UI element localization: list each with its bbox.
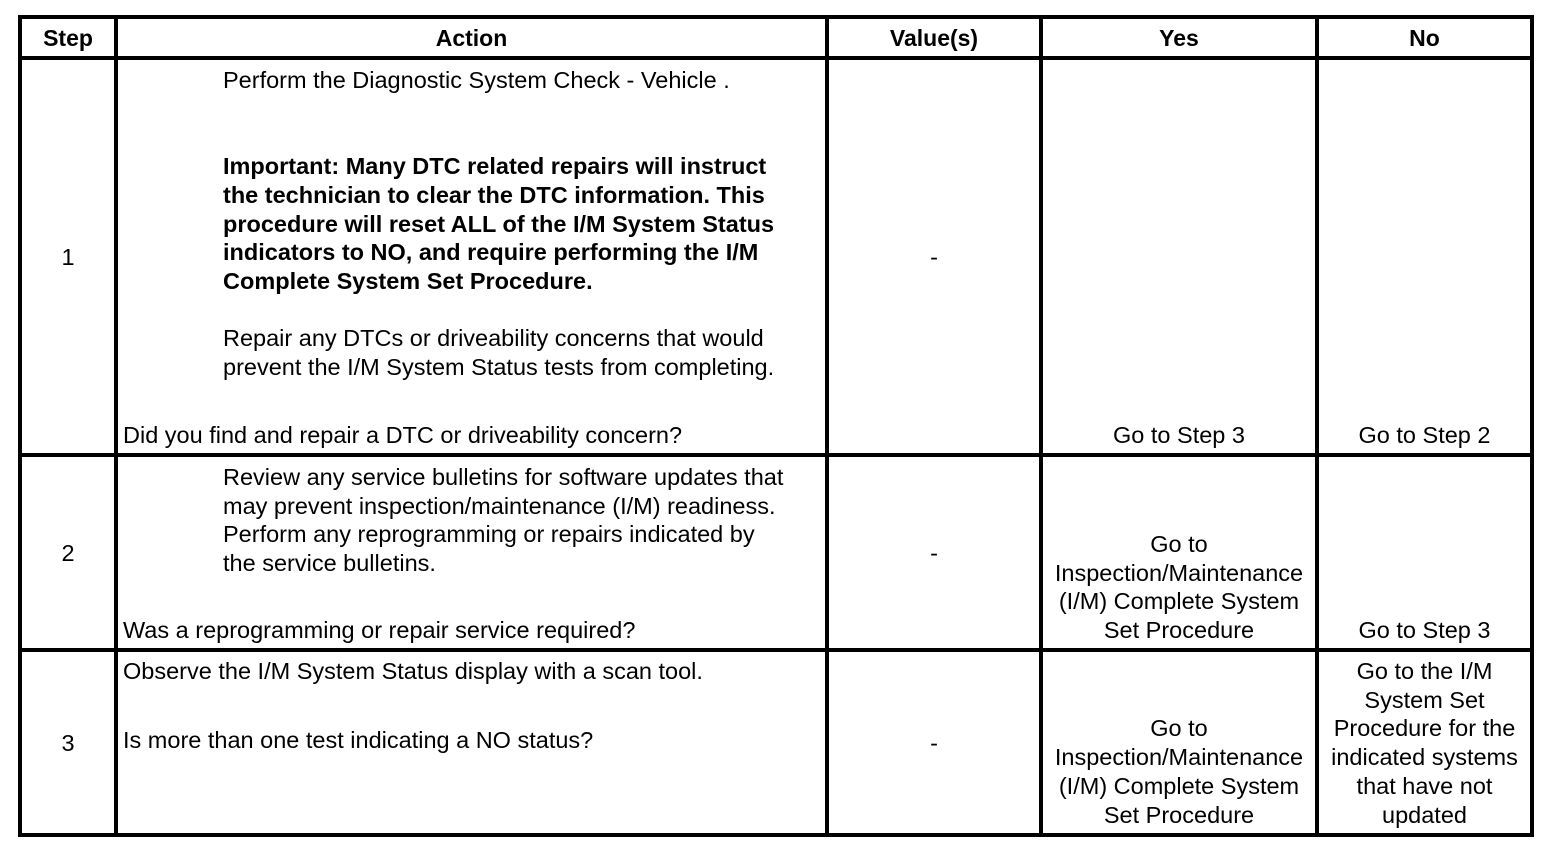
column-divider [114, 15, 118, 837]
row1-value: - [930, 244, 938, 270]
row3-action: Observe the I/M System Status display with a scan tool. [123, 658, 703, 684]
table-border-left [18, 15, 22, 837]
row1-yes: Go to Step 3 [1113, 422, 1245, 448]
row3-value: - [930, 730, 938, 756]
row3-step: 3 [61, 730, 75, 756]
row2-action-line: Perform any reprogramming or repairs indicated by [223, 521, 755, 547]
table-border-top [18, 15, 1534, 19]
row1-important-line: Complete System Set Procedure. [223, 268, 593, 294]
row2-value: - [930, 540, 938, 566]
row2-yes-line: Inspection/Maintenance [1054, 560, 1304, 586]
row1-important-line: indicators to NO, and require performing the I/M [223, 239, 759, 265]
header-step: Step [43, 25, 93, 51]
column-divider [825, 15, 829, 837]
row2-question: Was a reprogramming or repair service required? [123, 617, 636, 643]
row2-action-line: Review any service bulletins for software updates that [223, 464, 784, 490]
row3-yes-line: Set Procedure [1103, 802, 1255, 828]
row1-action: Perform the Diagnostic System Check - Vehicle . [223, 67, 730, 93]
table-border-right [1530, 15, 1534, 837]
row3-no-line: updated [1382, 802, 1467, 828]
row3-yes-line: (I/M) Complete System [1058, 773, 1300, 799]
row1-step: 1 [61, 244, 75, 270]
row2-yes-line: Set Procedure [1103, 617, 1255, 643]
row2-action-line: the service bulletins. [223, 550, 436, 576]
row-divider [18, 453, 1534, 457]
row2-no: Go to Step 3 [1358, 617, 1491, 643]
row2-step: 2 [61, 540, 75, 566]
row3-no-line: Go to the I/M [1356, 658, 1493, 684]
row1-important-line: procedure will reset ALL of the I/M System Status [223, 211, 775, 237]
row3-no-line: System Set [1364, 687, 1485, 713]
header-no: No [1409, 25, 1440, 51]
row3-no-line: indicated systems [1331, 744, 1518, 770]
row1-repair-line: Repair any DTCs or driveability concerns that would [223, 325, 764, 351]
row3-no-line: Procedure for the [1333, 715, 1516, 741]
header-action: Action [435, 25, 508, 51]
table-border-bottom [18, 833, 1534, 837]
row1-no: Go to Step 2 [1358, 422, 1491, 448]
header-values: Value(s) [889, 25, 979, 51]
header-divider [18, 56, 1534, 60]
row1-repair-line: prevent the I/M System Status tests from completing. [223, 354, 775, 380]
row-divider [18, 648, 1534, 652]
row3-question: Is more than one test indicating a NO status? [123, 727, 594, 753]
row3-yes-line: Go to [1150, 715, 1208, 741]
row2-action-line: may prevent inspection/maintenance (I/M) readiness. [223, 493, 776, 519]
row3-no-line: that have not [1356, 773, 1493, 799]
header-yes: Yes [1159, 25, 1199, 51]
row2-yes-line: (I/M) Complete System [1058, 588, 1300, 614]
row1-important-line: Important: Many DTC related repairs will instruct [223, 153, 767, 179]
row2-yes-line: Go to [1150, 531, 1208, 557]
row3-yes-line: Inspection/Maintenance [1054, 744, 1304, 770]
row1-question: Did you find and repair a DTC or driveability concern? [123, 422, 683, 448]
row1-important-line: the technician to clear the DTC information. This [223, 182, 765, 208]
